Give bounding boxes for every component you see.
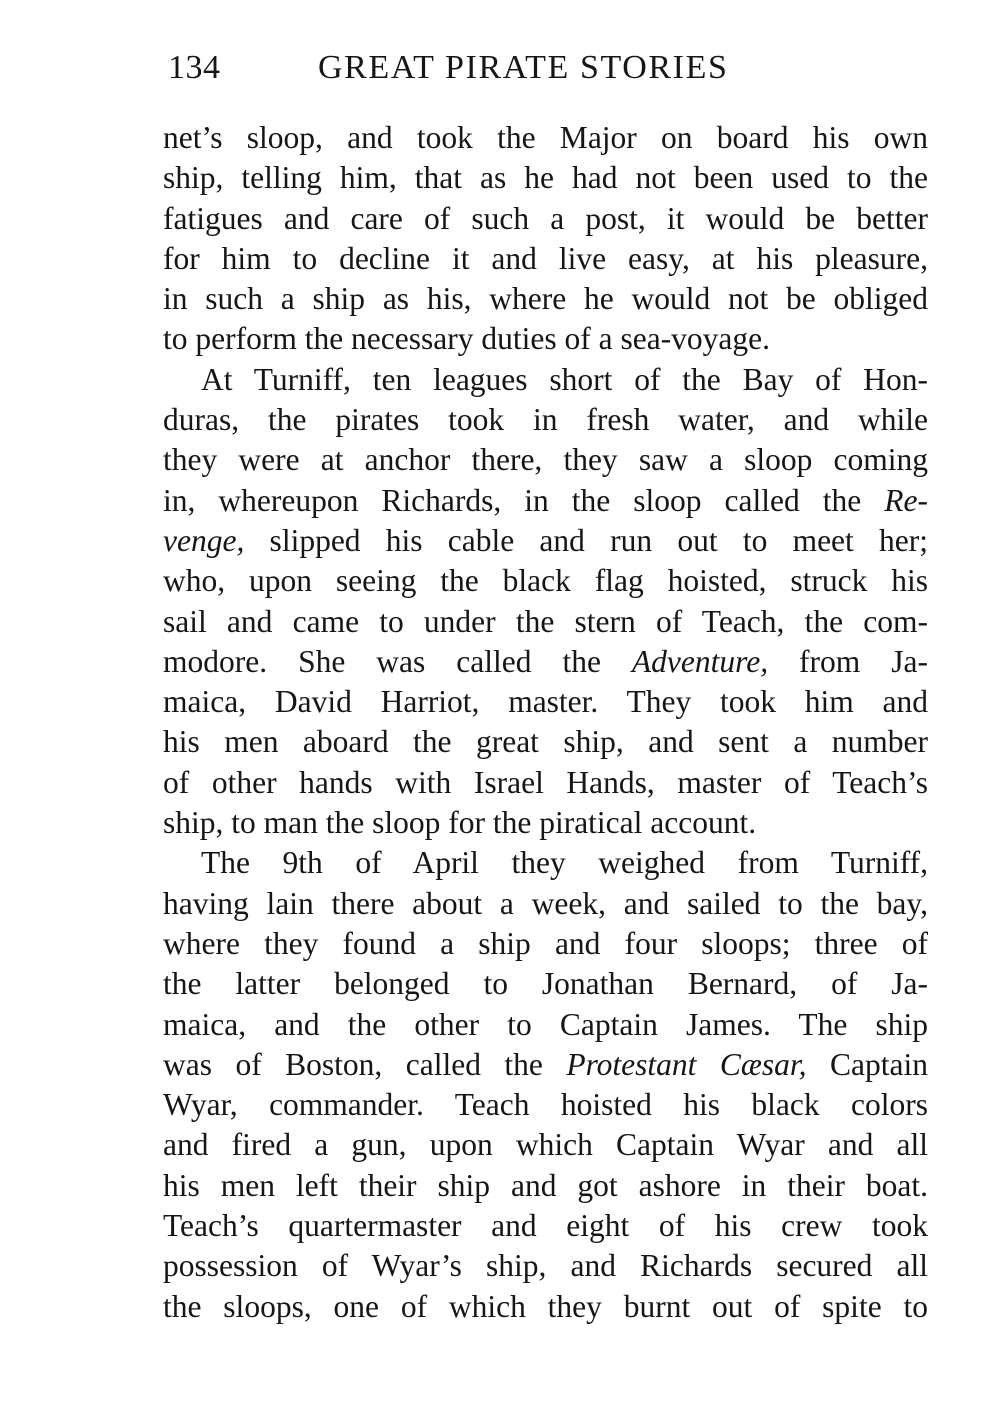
text-segment: Teach’s quartermaster and eight of his crew took [163, 1208, 928, 1244]
text-line [163, 964, 928, 1004]
text-line [163, 1206, 928, 1246]
text-segment: was of Boston, called the [163, 1046, 567, 1082]
text-line [163, 602, 928, 642]
text-line [163, 722, 928, 762]
text-segment: from Ja- [768, 643, 928, 679]
text-segment: net’s sloop, and took the Major on board his own [163, 120, 928, 155]
running-header [168, 46, 928, 90]
text-line [163, 924, 928, 964]
page-number: 134 [168, 49, 221, 86]
text-segment: ship, telling him, that as he had not been used to the [163, 160, 928, 196]
text-segment: maica, and the other to Captain James. The ship [163, 1006, 928, 1042]
text-line [163, 440, 928, 480]
text-line [163, 1287, 928, 1327]
text-segment: maica, David Harriot, master. They took him and [163, 684, 928, 720]
text-line [163, 481, 928, 521]
text-line [163, 803, 928, 843]
text-segment: to perform the necessary duties of a sea-voyage. [163, 321, 771, 357]
text-line [163, 1125, 928, 1165]
running-title: GREAT PIRATE STORIES [318, 49, 729, 86]
text-line [163, 682, 928, 722]
italic-text: venge, [163, 522, 245, 558]
text-segment: they were at anchor there, they saw a sloop coming [163, 442, 928, 478]
text-segment: the latter belonged to Jonathan Bernard, of Ja- [163, 966, 928, 1002]
text-line [163, 763, 928, 803]
text-segment: The 9th of April they weighed from Turniff, [201, 845, 928, 881]
text-segment: of other hands with Israel Hands, master of Teach’s [163, 764, 928, 800]
text-line [163, 239, 928, 279]
text-line [163, 884, 928, 924]
text-line [163, 1045, 928, 1085]
text-segment: his men aboard the great ship, and sent a number [163, 724, 928, 760]
text-segment: sail and came to under the stern of Teach, the com- [163, 603, 928, 639]
text-segment: having lain there about a week, and sailed to the bay, [163, 885, 928, 921]
text-line [163, 1166, 928, 1206]
text-line [163, 1085, 928, 1125]
text-line [163, 279, 928, 319]
text-segment: Captain [806, 1046, 928, 1082]
text-segment: slipped his cable and run out to meet her; [244, 522, 928, 558]
text-line [163, 561, 928, 601]
italic-text: Adventure, [631, 643, 769, 679]
text-segment: possession of Wyar’s ship, and Richards secured all [163, 1248, 928, 1284]
text-line [163, 642, 928, 682]
text-segment: where they found a ship and four sloops; three of [163, 925, 928, 961]
body-text [163, 118, 928, 1327]
text-segment: the sloops, one of which they burnt out of spite to [163, 1288, 928, 1324]
text-segment: and fired a gun, upon which Captain Wyar and all [163, 1127, 928, 1163]
text-line [163, 319, 928, 359]
text-line [163, 521, 928, 561]
text-segment: Wyar, commander. Teach hoisted his black colors [163, 1087, 928, 1123]
text-segment: duras, the pirates took in fresh water, and while [163, 402, 928, 438]
text-segment: for him to decline it and live easy, at his pleasure, [163, 240, 928, 276]
italic-text: Re- [884, 482, 928, 518]
text-line [163, 843, 928, 883]
text-segment: who, upon seeing the black flag hoisted, struck his [163, 563, 928, 599]
text-line [163, 118, 928, 158]
text-segment: fatigues and care of such a post, it would be better [163, 200, 928, 236]
italic-text: Protestant Cæsar, [566, 1046, 807, 1082]
text-segment: in, whereupon Richards, in the sloop called the [163, 482, 885, 518]
text-segment: At Turniff, ten leagues short of the Bay of Hon- [201, 361, 928, 397]
text-segment: ship, to man the sloop for the piratical account. [163, 805, 757, 841]
text-segment: his men left their ship and got ashore in their boat. [163, 1167, 928, 1203]
text-segment: modore. She was called the [163, 643, 632, 679]
text-line [163, 360, 928, 400]
text-line [163, 1246, 928, 1286]
text-line [163, 158, 928, 198]
text-line [163, 199, 928, 239]
text-segment: in such a ship as his, where he would not be obliged [163, 281, 928, 317]
text-line [163, 1005, 928, 1045]
text-line [163, 400, 928, 440]
